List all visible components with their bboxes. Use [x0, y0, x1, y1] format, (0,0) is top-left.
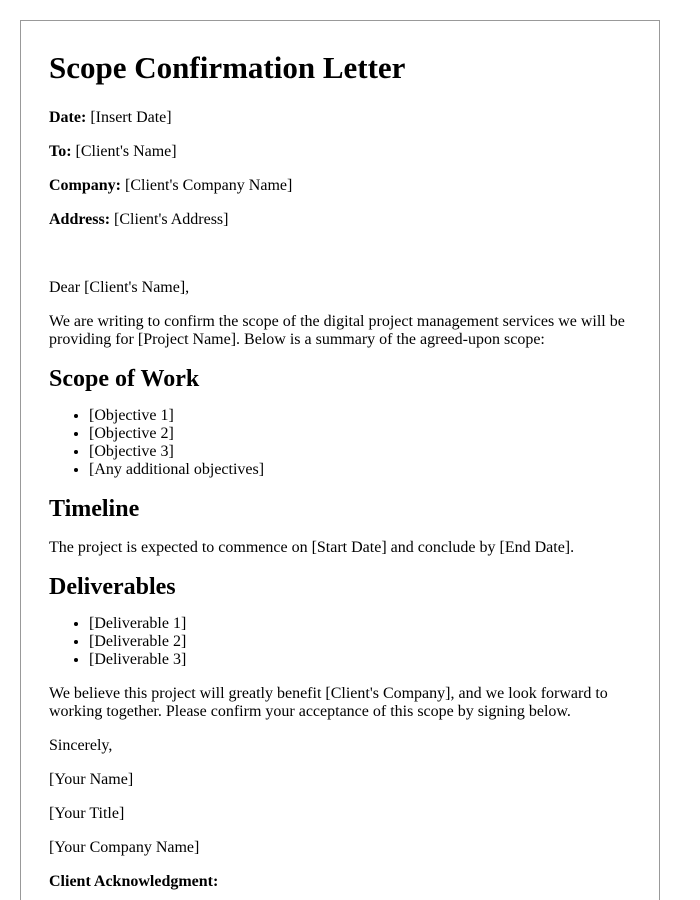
company-line [49, 177, 631, 195]
timeline-heading: Timeline [49, 496, 140, 522]
list-item: • [Any additional objectives] [89, 461, 631, 479]
recipient-label: To: [49, 143, 72, 160]
acceptance-label: Client Acknowledgment: [49, 873, 219, 890]
date-label: Date: [49, 109, 87, 126]
company-label: Company: [49, 177, 122, 194]
deliverables-heading: Deliverables [49, 574, 176, 600]
list-item: • [Deliverable 1] [89, 615, 631, 633]
address-value: [Client's Address] [110, 211, 229, 228]
recipient-line [49, 143, 631, 161]
deliverables-list [49, 615, 631, 669]
closing-paragraph: We believe this project will greatly benefit [Client's Company], and we look forward to working together. Please confirm your acceptance of this scope by signing below. [49, 685, 608, 720]
address-line [49, 211, 631, 229]
signer-company: [Your Company Name] [49, 839, 200, 856]
address-label: Address: [49, 211, 111, 228]
company-value: [Client's Company Name] [121, 177, 293, 194]
letter-page [20, 20, 660, 900]
date-value: [Insert Date] [86, 109, 172, 126]
intro-paragraph: We are writing to confirm the scope of the digital project management services we will be providing for [Project Name]. Below is a summary of the agreed-upon scope: [49, 313, 625, 348]
list-item: • [Objective 3] [89, 443, 631, 461]
salutation: Dear [Client's Name], [49, 279, 190, 296]
spacer [49, 229, 631, 279]
scope-list [49, 407, 631, 479]
timeline-paragraph: The project is expected to commence on [Start Date] and conclude by [End Date]. [49, 539, 575, 556]
date-line [49, 109, 631, 127]
list-item: • [Objective 2] [89, 425, 631, 443]
scope-heading: Scope of Work [49, 366, 200, 392]
signoff: Sincerely, [49, 737, 113, 754]
signer-name: [Your Name] [49, 771, 134, 788]
list-item: • [Deliverable 2] [89, 633, 631, 651]
letter-title: Scope Confirmation Letter [49, 50, 406, 85]
list-item: • [Deliverable 3] [89, 651, 631, 669]
signer-title: [Your Title] [49, 805, 125, 822]
recipient-value: [Client's Name] [71, 143, 177, 160]
list-item: • [Objective 1] [89, 407, 631, 425]
